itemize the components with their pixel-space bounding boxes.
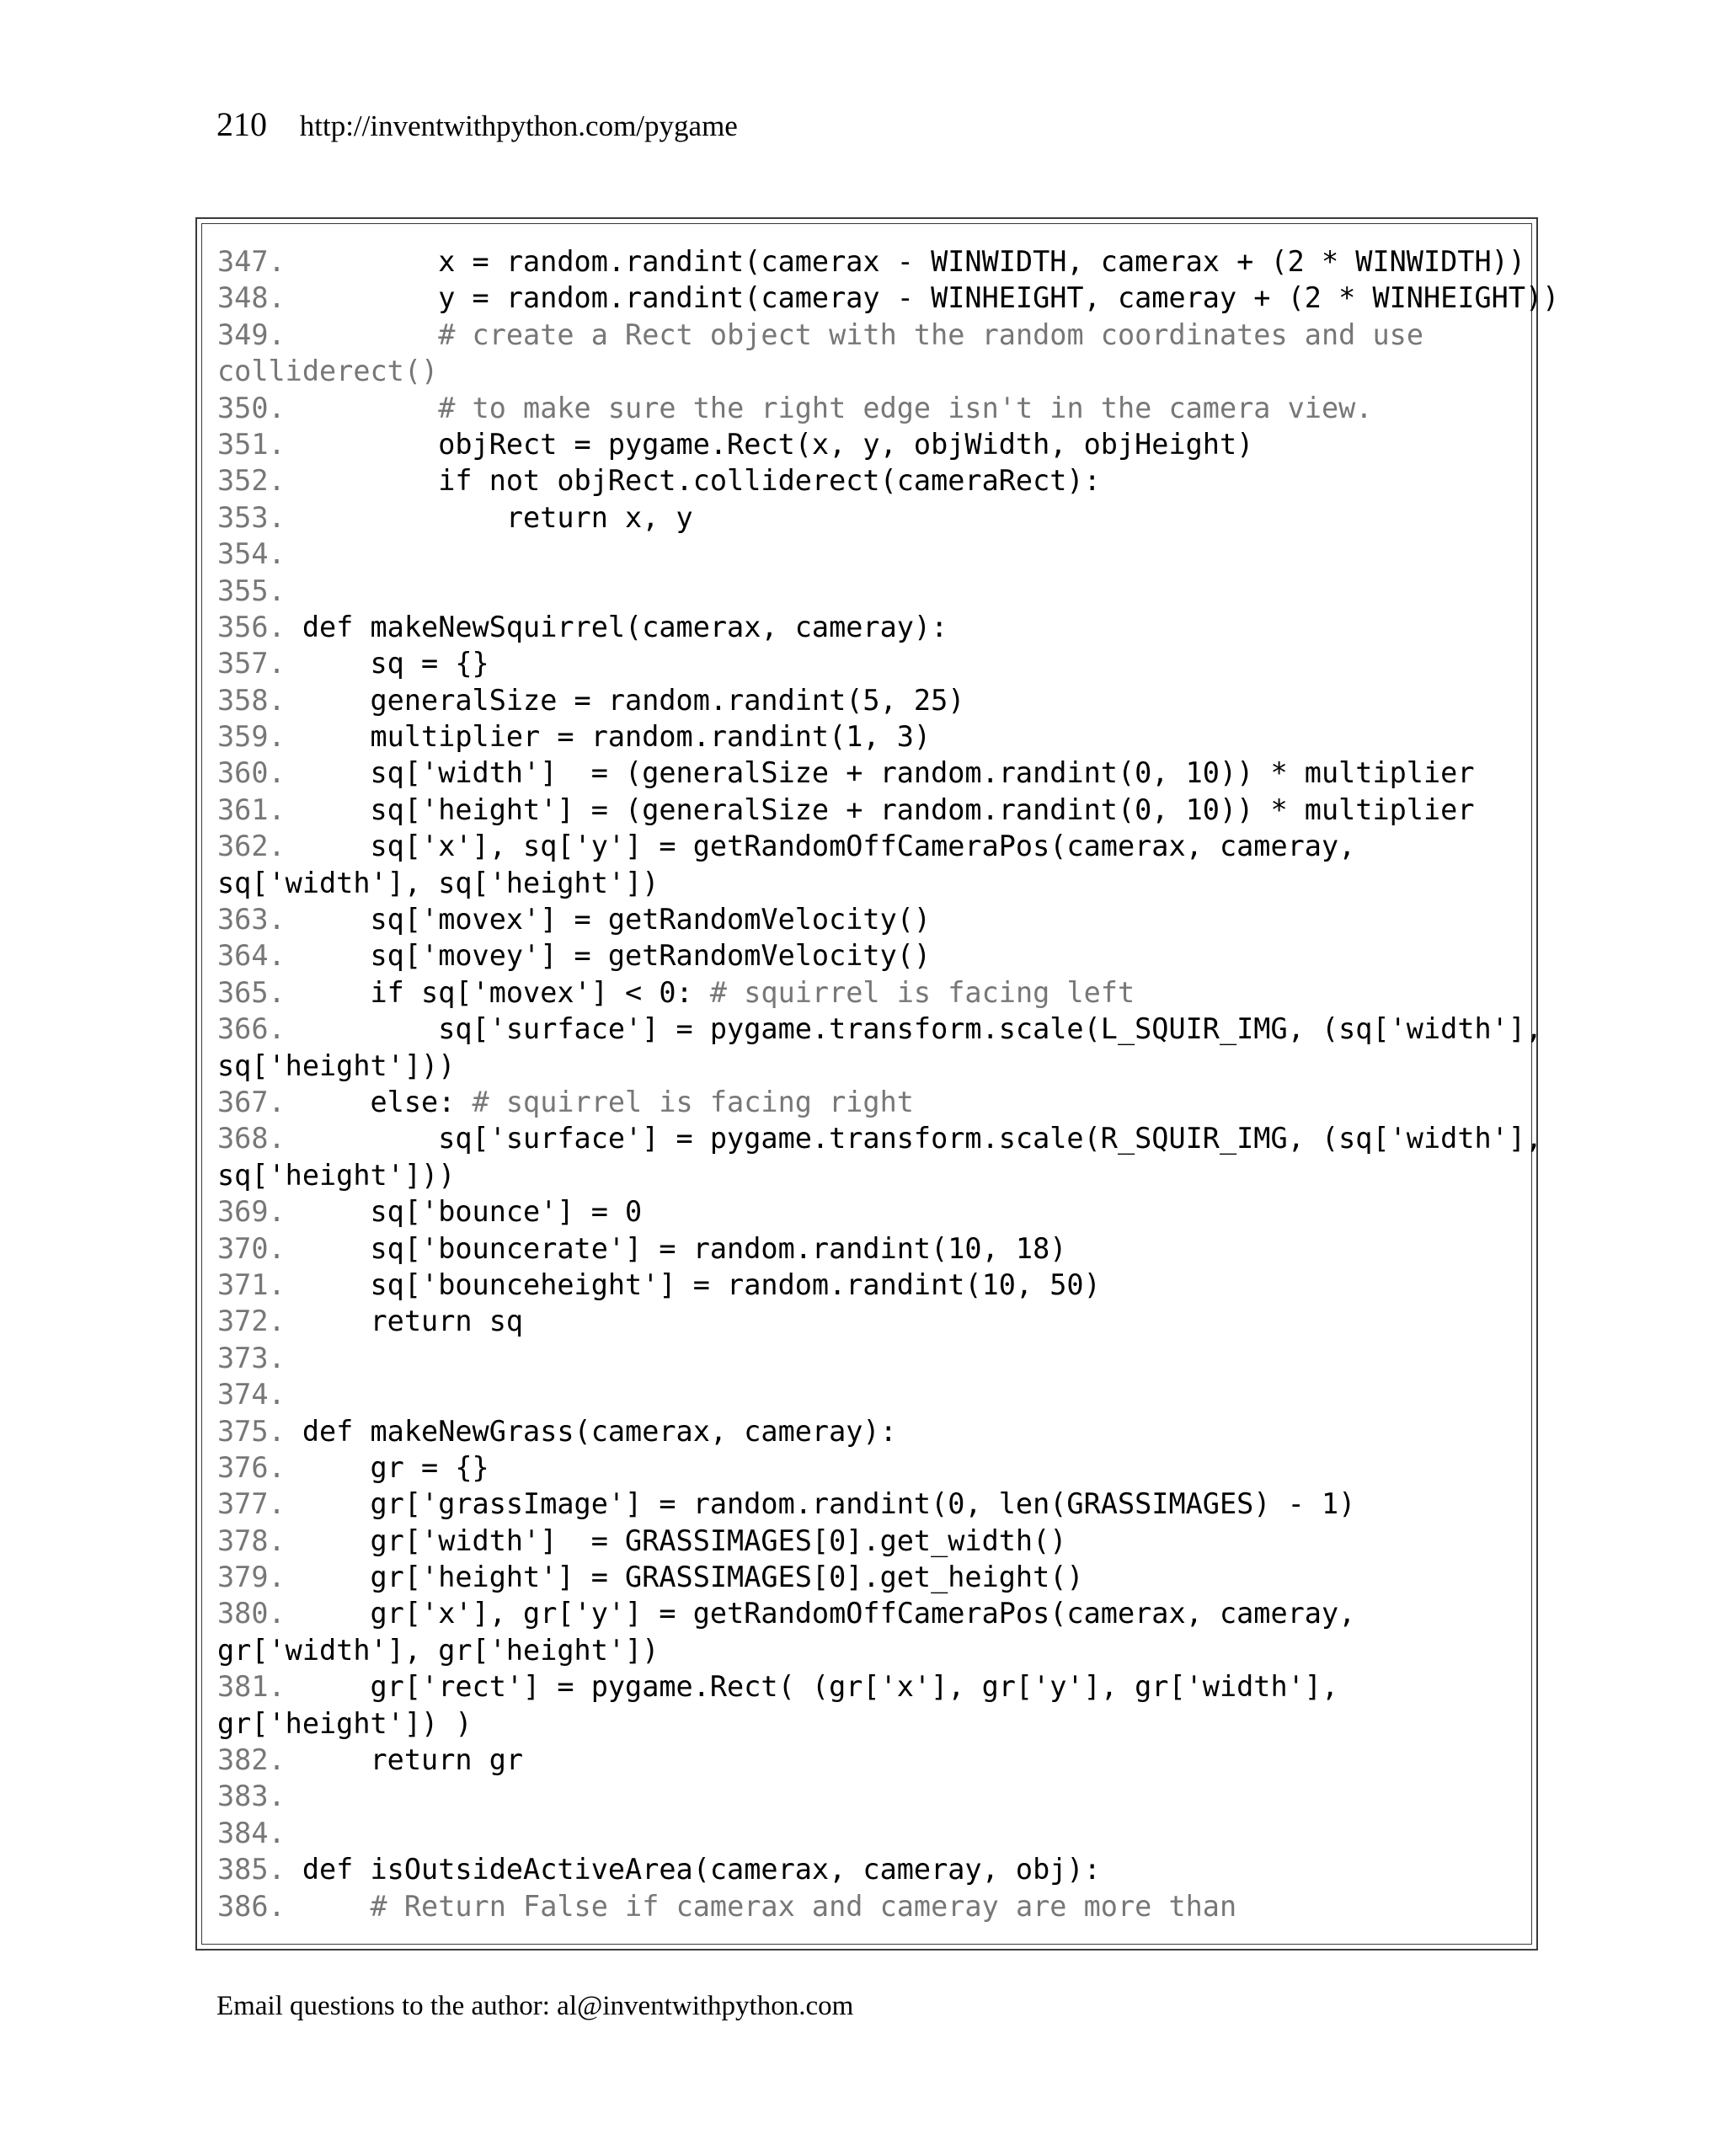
page-header (216, 105, 738, 143)
code-text: sq['bounce'] = 0 (302, 1195, 643, 1229)
code-text: gr['width'] = GRASSIMAGES[0].get_width() (302, 1524, 1067, 1557)
code-text: return sq (302, 1305, 524, 1338)
line-number: 356. (217, 610, 302, 643)
code-line (217, 645, 1523, 681)
code-text: gr['height'] = GRASSIMAGES[0].get_height() (302, 1561, 1084, 1594)
code-text: sq['width'] = (generalSize + random.randint(0, 10)) * multiplier (302, 756, 1475, 790)
line-number: 380. (217, 1597, 302, 1630)
code-text: if not objRect.colliderect(cameraRect): (302, 464, 1101, 498)
code-listing (217, 243, 1560, 1924)
code-text: sq['bouncerate'] = random.randint(10, 18) (302, 1231, 1067, 1265)
code-text: sq = {} (302, 647, 489, 680)
code-text: sq['height'])) (217, 1158, 456, 1192)
code-text: objRect = pygame.Rect(x, y, objWidth, objHeight) (302, 427, 1254, 461)
code-text: generalSize = random.randint(5, 25) (302, 683, 965, 717)
code-line (217, 462, 1523, 499)
line-number: 354. (217, 537, 302, 571)
code-line (217, 718, 1523, 755)
code-line (217, 1303, 1523, 1339)
code-line (217, 901, 1523, 937)
page-number: 210 (216, 105, 267, 143)
code-line (217, 317, 1523, 353)
page-footer: Email questions to the author: al@inventwithpython.com (216, 1991, 854, 2021)
code-text: gr['rect'] = pygame.Rect( (gr['x'], gr['y'], gr['width'], (302, 1670, 1339, 1704)
code-line (217, 828, 1523, 864)
code-text: sq['height'])) (217, 1049, 456, 1082)
code-line (217, 865, 1523, 901)
code-line (217, 1084, 1523, 1120)
code-text: x = random.randint(camerax - WINWIDTH, camerax + (2 * WINWIDTH)) (302, 245, 1525, 278)
code-text: gr = {} (302, 1450, 489, 1484)
code-text: return x, y (302, 500, 693, 534)
code-line (217, 1413, 1523, 1449)
line-number: 374. (217, 1378, 302, 1412)
line-number: 350. (217, 391, 302, 424)
code-comment: # squirrel is facing right (472, 1085, 914, 1118)
code-line (217, 1815, 1523, 1851)
code-line (217, 1376, 1523, 1412)
code-line (217, 1193, 1523, 1230)
code-line (217, 755, 1523, 791)
code-line (217, 1595, 1523, 1631)
code-text: def isOutsideActiveArea(camerax, cameray, obj): (302, 1853, 1101, 1886)
line-number: 385. (217, 1853, 302, 1886)
code-line (217, 390, 1523, 426)
line-number: 355. (217, 574, 302, 607)
code-text: sq['surface'] = pygame.transform.scale(L_SQUIR_IMG, (sq['width'], (302, 1012, 1543, 1046)
code-text: def makeNewGrass(camerax, cameray): (302, 1414, 897, 1448)
code-line (217, 243, 1523, 280)
line-number: 353. (217, 500, 302, 534)
line-number: 359. (217, 720, 302, 754)
line-number: 376. (217, 1450, 302, 1484)
line-number: 384. (217, 1816, 302, 1849)
code-line (217, 499, 1523, 536)
code-line (217, 536, 1523, 572)
code-line (217, 1449, 1523, 1486)
code-text: sq['movex'] = getRandomVelocity() (302, 903, 932, 937)
line-number: 349. (217, 318, 302, 351)
code-line (217, 1523, 1523, 1559)
code-line (217, 353, 1523, 389)
code-line (217, 609, 1523, 645)
code-line (217, 1632, 1523, 1668)
code-line (217, 1340, 1523, 1376)
code-line (217, 1888, 1523, 1924)
code-line (217, 1267, 1523, 1303)
code-text: gr['x'], gr['y'] = getRandomOffCameraPos(camerax, cameray, (302, 1597, 1356, 1630)
code-text (302, 318, 438, 351)
code-line (217, 1668, 1523, 1705)
code-text: sq['width'], sq['height']) (217, 866, 660, 899)
line-number: 378. (217, 1524, 302, 1557)
code-text: multiplier = random.randint(1, 3) (302, 720, 932, 754)
line-number: 367. (217, 1085, 302, 1118)
code-line (217, 1048, 1523, 1084)
code-text: gr['height']) ) (217, 1706, 473, 1740)
code-line (217, 1486, 1523, 1522)
code-text: gr['width'], gr['height']) (217, 1633, 660, 1667)
line-number: 386. (217, 1889, 302, 1923)
line-number: 365. (217, 975, 302, 1009)
code-line (217, 1157, 1523, 1193)
line-number: 362. (217, 830, 302, 863)
line-number: 361. (217, 792, 302, 826)
line-number: 372. (217, 1305, 302, 1338)
code-line (217, 974, 1523, 1011)
line-number: 360. (217, 756, 302, 790)
code-text: sq['movey'] = getRandomVelocity() (302, 939, 932, 973)
code-text: sq['surface'] = pygame.transform.scale(R_SQUIR_IMG, (sq['width'], (302, 1122, 1543, 1155)
code-line (217, 1742, 1523, 1778)
code-line (217, 1559, 1523, 1595)
code-line (217, 573, 1523, 609)
code-text: gr['grassImage'] = random.randint(0, len(GRASSIMAGES) - 1) (302, 1487, 1356, 1521)
code-comment: # create a Rect object with the random coordinates and use (438, 318, 1423, 351)
line-number: 375. (217, 1414, 302, 1448)
line-number: 357. (217, 647, 302, 680)
line-number: 347. (217, 245, 302, 278)
line-number: 382. (217, 1743, 302, 1777)
line-number: 379. (217, 1561, 302, 1594)
line-number: 351. (217, 427, 302, 461)
code-text: if sq['movex'] < 0: (302, 975, 710, 1009)
code-comment: colliderect() (217, 355, 439, 388)
line-number: 352. (217, 464, 302, 498)
code-comment: # Return False if camerax and cameray are more than (370, 1889, 1237, 1923)
line-number: 369. (217, 1195, 302, 1229)
line-number: 363. (217, 903, 302, 937)
code-text (302, 1890, 371, 1923)
code-text: sq['height'] = (generalSize + random.randint(0, 10)) * multiplier (302, 792, 1475, 826)
line-number: 358. (217, 683, 302, 717)
line-number: 373. (217, 1341, 302, 1374)
code-text: y = random.randint(cameray - WINHEIGHT, cameray + (2 * WINHEIGHT)) (302, 281, 1560, 315)
code-line (217, 1778, 1523, 1814)
code-comment: # to make sure the right edge isn't in the camera view. (438, 391, 1373, 424)
line-number: 348. (217, 281, 302, 315)
line-number: 371. (217, 1267, 302, 1301)
line-number: 364. (217, 939, 302, 973)
code-text: def makeNewSquirrel(camerax, cameray): (302, 610, 948, 643)
code-line (217, 682, 1523, 718)
code-text: sq['x'], sq['y'] = getRandomOffCameraPos(camerax, cameray, (302, 830, 1356, 863)
page-url: http://inventwithpython.com/pygame (299, 109, 738, 142)
line-number: 377. (217, 1487, 302, 1521)
code-line (217, 792, 1523, 828)
code-listing-box (195, 217, 1560, 1951)
code-line (217, 937, 1523, 974)
code-line (217, 1230, 1523, 1267)
code-text: return gr (302, 1743, 524, 1777)
code-text (302, 392, 438, 424)
code-comment: # squirrel is facing left (709, 975, 1135, 1009)
code-line (217, 1705, 1523, 1742)
line-number: 366. (217, 1012, 302, 1046)
code-line (217, 1120, 1543, 1156)
line-number: 381. (217, 1670, 302, 1704)
code-text: else: (302, 1085, 473, 1118)
code-line (217, 1011, 1543, 1047)
line-number: 368. (217, 1122, 302, 1155)
line-number: 383. (217, 1780, 302, 1813)
line-number: 370. (217, 1231, 302, 1265)
code-line (217, 426, 1523, 462)
code-line (217, 280, 1560, 316)
code-text: sq['bounceheight'] = random.randint(10, 50) (302, 1267, 1101, 1301)
code-line (217, 1851, 1523, 1887)
